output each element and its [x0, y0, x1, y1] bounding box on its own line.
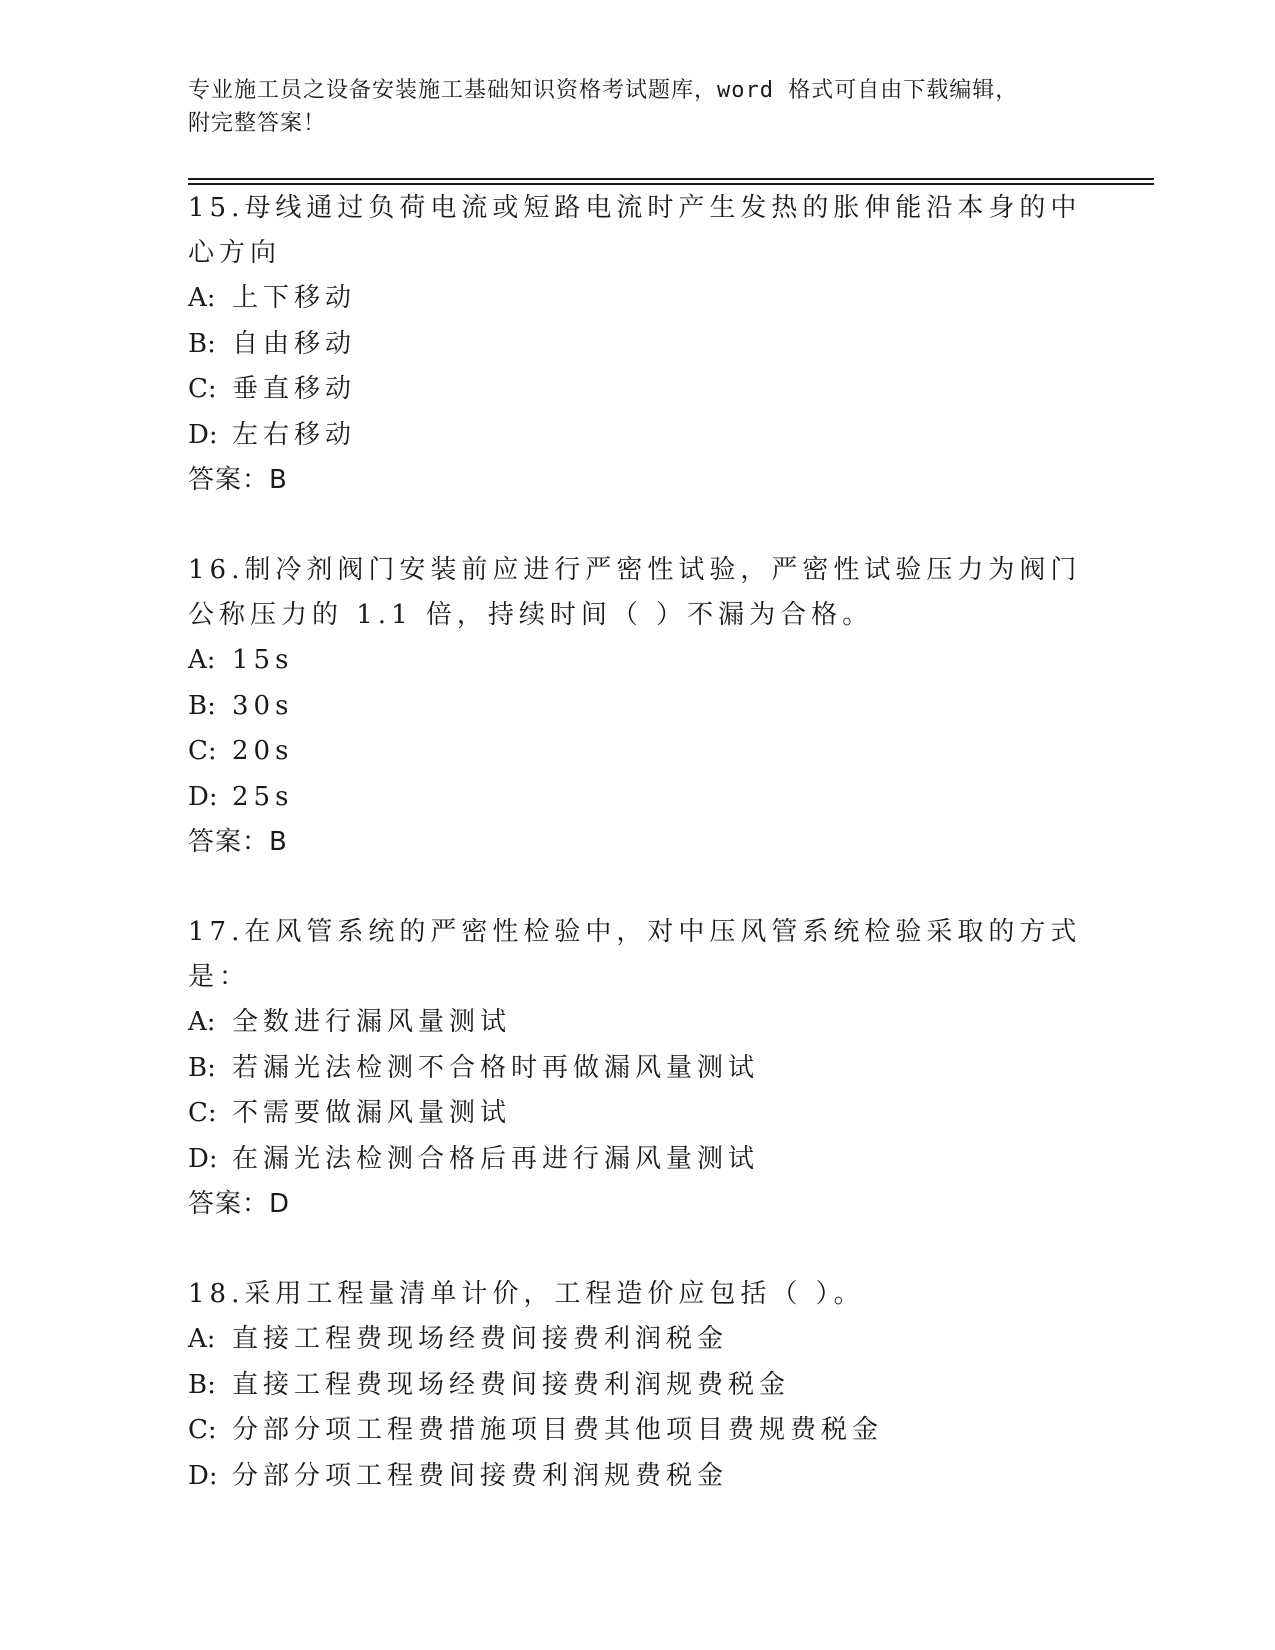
option-a: [188, 276, 1088, 322]
option-label: C:: [188, 1098, 217, 1128]
option-label: B:: [188, 1052, 216, 1083]
option-label: A:: [188, 283, 216, 313]
option-c: [188, 1408, 1088, 1454]
option-text: 自由移动: [232, 328, 357, 359]
option-d: [188, 413, 1088, 459]
option-text: 直接工程费现场经费间接费利润税金: [232, 1324, 729, 1354]
option-label: B:: [188, 1369, 216, 1400]
option-text: 左右移动: [232, 419, 357, 450]
answer-line: 答案：B: [188, 827, 288, 857]
question-stem: 16.制冷剂阀门安装前应进行严密性试验，严密性试验压力为阀门公称压力的 1.1 倍，持续时间（ ）不漏为合格。: [188, 555, 1082, 630]
option-b: [188, 1046, 1088, 1092]
option-text: 垂直移动: [232, 374, 357, 404]
option-label: B:: [188, 328, 216, 359]
option-label: B:: [188, 690, 216, 721]
option-label: D:: [188, 781, 218, 812]
option-text: 分部分项工程费间接费利润规费税金: [232, 1460, 729, 1491]
option-c: [188, 729, 1088, 775]
option-text: 上下移动: [232, 283, 357, 313]
option-label: C:: [188, 374, 217, 404]
question-list: [188, 186, 1088, 1544]
option-text: 分部分项工程费措施项目费其他项目费规费税金: [232, 1415, 884, 1445]
option-label: A:: [188, 1324, 216, 1354]
header-divider-top: [188, 178, 1154, 180]
option-b: [188, 1363, 1088, 1409]
option-text: 全数进行漏风量测试: [232, 1007, 512, 1037]
option-text: 直接工程费现场经费间接费利润规费税金: [232, 1369, 791, 1400]
question-stem: 17.在风管系统的严密性检验中，对中压风管系统检验采取的方式是：: [188, 917, 1082, 992]
option-a: [188, 638, 1088, 684]
question-stem: 15.母线通过负荷电流或短路电流时产生发热的胀伸能沿本身的中心方向: [188, 193, 1082, 268]
option-label: D:: [188, 1460, 218, 1491]
header-divider-bottom: [188, 183, 1154, 185]
option-label: D:: [188, 1143, 218, 1174]
option-text: 30s: [232, 690, 294, 721]
option-c: [188, 367, 1088, 413]
option-label: D:: [188, 419, 218, 450]
option-text: 若漏光法检测不合格时再做漏风量测试: [232, 1052, 760, 1083]
question-17: [188, 910, 1088, 1227]
question-stem: 18.采用工程量清单计价，工程造价应包括（ ）。: [188, 1279, 865, 1309]
option-text: 不需要做漏风量测试: [232, 1098, 512, 1128]
answer-line: 答案：B: [188, 465, 288, 495]
option-label: C:: [188, 736, 217, 766]
option-label: C:: [188, 1415, 217, 1445]
option-label: A:: [188, 645, 216, 675]
option-a: [188, 1317, 1088, 1363]
option-text: 在漏光法检测合格后再进行漏风量测试: [232, 1143, 760, 1174]
option-b: [188, 684, 1088, 730]
option-a: [188, 1000, 1088, 1046]
question-16: [188, 548, 1088, 865]
option-label: A:: [188, 1007, 216, 1037]
document-header: [188, 74, 1068, 140]
option-d: [188, 1454, 1088, 1500]
option-d: [188, 1137, 1088, 1183]
option-text: 20s: [232, 736, 294, 766]
answer-line: 答案：D: [188, 1189, 291, 1219]
option-d: [188, 775, 1088, 821]
option-c: [188, 1091, 1088, 1137]
option-text: 25s: [232, 781, 294, 812]
question-15: [188, 186, 1088, 503]
question-18: [188, 1272, 1088, 1499]
option-text: 15s: [232, 645, 294, 675]
option-b: [188, 322, 1088, 368]
header-line-1: 专业施工员之设备安装施工基础知识资格考试题库，word 格式可自由下载编辑，: [188, 78, 1019, 103]
header-line-2: 附完整答案！: [188, 111, 327, 136]
